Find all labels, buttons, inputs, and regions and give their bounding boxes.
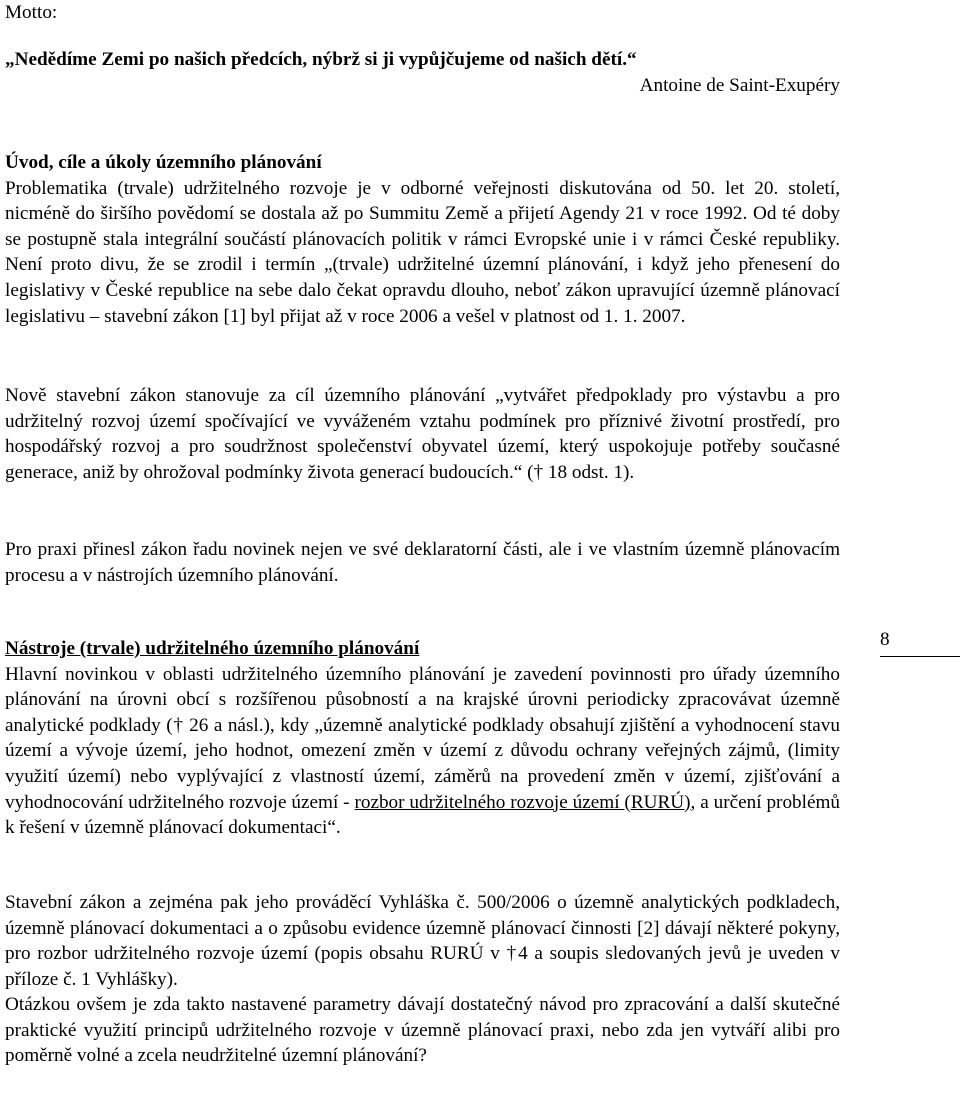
tools-paragraph-3: Otázkou ovšem je zda takto nastavené parametry dávají dostatečný návod pro zpracování a další skutečné praktické využití principů udržitelného rozvoje v územně plánovací praxi, nebo zda jen vytváří alibi pro poměrně volné a zcela neudržitelné územní plánování?: [5, 994, 840, 1067]
tools-paragraph-1-part-2: , a určení problémů k řešení v územně plánovací dokumentaci“.: [5, 791, 840, 839]
rurú-term: rozbor udržitelného rozvoje území (RURÚ): [354, 791, 691, 813]
intro-paragraph-3: Pro praxi přinesl zákon řadu novinek nejen ve své deklaratorní části, ale i ve vlastním územně plánovacím procesu a v nástrojích územního plánování.: [5, 539, 840, 586]
tools-paragraph-2-block: [5, 890, 840, 992]
intro-heading: Úvod, cíle a úkoly územního plánování: [5, 152, 322, 173]
page-number: [880, 627, 960, 657]
page-number-text: 8: [880, 629, 890, 650]
intro-section: [5, 150, 840, 329]
intro-paragraph-3-block: [5, 537, 840, 588]
intro-paragraph-2: Nově stavební zákon stanovuje za cíl územního plánování „vytvářet předpoklady pro výstavbu a pro udržitelný rozvoj území spočívající ve vyváženém vztahu podmínek pro příznivé životní prostředí, pro hospodářský rozvoj a pro soudržnost společenství obyvatel území, který uspokojuje potřeby současné generace, aniž by ohrožoval podmínky života generací budoucích.“ († 18 odst. 1).: [5, 385, 840, 483]
motto-label: Motto:: [5, 2, 58, 23]
tools-paragraph-3-block: [5, 992, 840, 1069]
intro-paragraph-2-block: [5, 383, 840, 485]
tools-paragraph-2: Stavební zákon a zejména pak jeho prováděcí Vyhláška č. 500/2006 o územně analytických podkladech, územně plánovací dokumentaci a o způsobu evidence územně plánovací činnosti [2] dávají některé pokyny, pro rozbor udržitelného rozvoje území (popis obsahu RURÚ v †4 a soupis sledovaných jevů je uveden v příloze č. 1 Vyhlášky).: [5, 892, 840, 990]
intro-paragraph-1: Problematika (trvale) udržitelného rozvoje je v odborné veřejnosti diskutována od 50. let 20. století, nicméně do širšího povědomí se dostala až po Summitu Země a přijetí Agendy 21 v roce 1992. Od té doby se postupně stala integrální součástí plánovacích politik v rámci Evropské unie i v rámci České republiky. Není proto divu, že se zrodil i termín „(trvale) udržitelné územní plánování, i když jeho přenesení do legislativy v České republice na sebe dalo čekat opravdu dlouho, neboť zákon upravující územně plánovací legislativu – stavební zákon [1] byl přijat až v roce 2006 a vešel v platnost od 1. 1. 2007.: [5, 177, 840, 327]
page-number-rule: [880, 656, 960, 657]
tools-section: [5, 636, 840, 841]
motto-quote: „Nedědíme Zemi po našich předcích, nýbrž si ji vypůjčujeme od našich dětí.“: [5, 49, 637, 70]
tools-paragraph-1: [5, 662, 840, 841]
tools-heading: Nástroje (trvale) udržitelného územního plánování: [5, 638, 420, 659]
motto-author: Antoine de Saint-Exupéry: [639, 75, 840, 96]
tools-paragraph-1-part-1: Hlavní novinkou v oblasti udržitelného územního plánování je zavedení povinnosti pro úřady územního plánování na úrovni obcí s rozšířenou působností a na krajské úrovni periodicky zpracovávat územně analytické podklady († 26 a násl.), kdy „územně analytické podklady obsahují zjištění a vyhodnocení stavu území a vývoje území, jeho hodnot, omezení změn v území z důvodu ochrany veřejných zájmů, (limity využití území) nebo vyplývající z vlastností území, záměrů na provedení změn v území, zjišťování a vyhodnocování udržitelného rozvoje území -: [5, 663, 840, 813]
